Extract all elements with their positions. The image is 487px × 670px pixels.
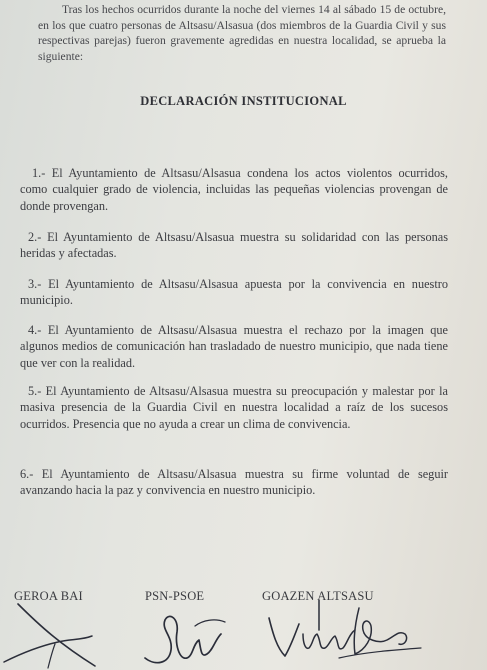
point-2: 2.- El Ayuntamiento de Altsasu/Alsasua muestra su solidaridad con las personas heridas y afectadas. xyxy=(20,230,448,261)
signatory-goazen-altsasu: GOAZEN ALTSASU xyxy=(262,589,374,603)
signatory-geroa-bai: GEROA BAI xyxy=(14,589,83,603)
document-title: DECLARACIÓN INSTITUCIONAL xyxy=(140,94,347,108)
point-4: 4.- El Ayuntamiento de Altsasu/Alsasua muestra el rechazo por la imagen que algunos medios de comunicación han trasladado de nuestro municipio, que nada tiene que ver con la realidad. xyxy=(20,323,448,370)
intro-paragraph: Tras los hechos ocurridos durante la noche del viernes 14 al sábado 15 de octubre, en los que cuatro personas de Altsasu/Alsasua (dos miembros de la Guardia Civil y sus respectivas parejas) fueron gravemente agredidas en nuestra localidad, se aprueba la siguiente: xyxy=(38,3,446,63)
point-5: 5.- El Ayuntamiento de Altsasu/Alsasua muestra su preocupación y malestar por la masiva presencia de la Guardia Civil en nuestra localidad a raíz de los sucesos ocurridos. Presencia que no ayuda a crear un clima de convivencia. xyxy=(20,384,448,431)
point-6: 6.- El Ayuntamiento de Altsasu/Alsasua muestra su firme voluntad de seguir avanzando hacia la paz y convivencia en nuestro municipio. xyxy=(20,467,448,498)
signatory-psn-psoe: PSN-PSOE xyxy=(145,589,205,603)
point-1: 1.- El Ayuntamiento de Altsasu/Alsasua condena los actos violentos ocurridos, como cualquier grado de violencia, incluidas las pequeñas violencias provengan de donde provengan. xyxy=(20,166,448,213)
signature-geroa-bai xyxy=(0,596,125,670)
point-3: 3.- El Ayuntamiento de Altsasu/Alsasua apuesta por la convivencia en nuestro municipio. xyxy=(20,277,448,308)
signature-goazen-altsasu xyxy=(255,600,425,670)
signature-psn-psoe xyxy=(135,600,235,670)
